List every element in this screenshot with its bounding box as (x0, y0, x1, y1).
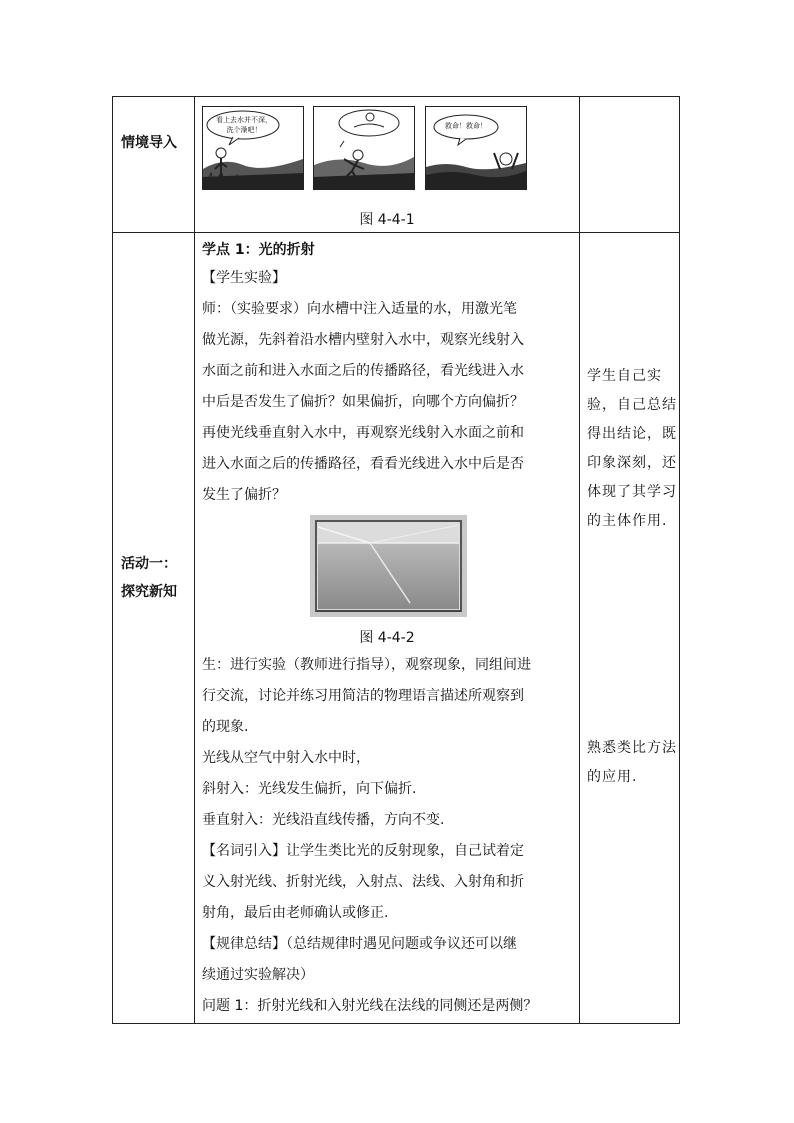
comic-panel-2 (313, 106, 415, 190)
text-line: 的现象. (202, 719, 249, 735)
text-line: 发生了偏折？ (202, 487, 286, 503)
column-divider (194, 97, 195, 1023)
column-divider (579, 97, 580, 1023)
activity-label-line2: 探究新知 (121, 584, 177, 600)
row-label-activity (121, 550, 177, 606)
row-divider (113, 232, 679, 233)
row-label-intro: 情境导入 (121, 135, 177, 151)
text-line: 斜射入：光线发生偏折，向下偏折. (202, 781, 417, 797)
figure-caption-1: 图 4-4-1 (359, 212, 415, 228)
text-line: 生：进行实验（教师进行指导），观察现象，同组间进 (202, 657, 531, 673)
water-tank-image (310, 515, 467, 617)
text-line: 义入射光线、折射光线，入射点、法线、入射角和折 (202, 874, 524, 890)
text-line: 【学生实验】 (202, 270, 286, 286)
comic-drawing-3 (426, 107, 526, 189)
comic-bubble-3: 救命！救命！ (445, 122, 487, 130)
text-line: 水面之前和进入水面之后的传播路径，看光线进入水 (202, 363, 524, 379)
comic-panel-3 (425, 106, 527, 190)
activity-label-line1: 活动一： (121, 556, 177, 572)
comic-drawing-2 (314, 107, 414, 189)
side-note-1: 学生自己实验，自己总结得出结论，既印象深刻，还体现了其学习的主体作用. (587, 368, 677, 529)
text-line: 中后是否发生了偏折？如果偏折，向哪个方向偏折？ (202, 394, 524, 410)
text-line: 光线从空气中射入水中时， (202, 750, 370, 766)
figure-caption-2: 图 4-4-2 (359, 630, 415, 646)
refraction-photo (310, 515, 467, 617)
comic-panel-1 (202, 106, 304, 190)
text-line: 【规律总结】（总结规律时遇见问题或争议还可以继 (202, 936, 517, 952)
text-line: 进入水面之后的传播路径，看看光线进入水中后是否 (202, 456, 524, 472)
lesson-table (112, 96, 680, 1024)
side-note-2: 熟悉类比方法的应用. (587, 740, 677, 785)
text-line: 问题 1：折射光线和入射光线在法线的同侧还是两侧？ (202, 998, 538, 1014)
text-line: 再使光线垂直射入水中，再观察光线射入水面之前和 (202, 425, 524, 441)
text-line: 师：（实验要求）向水槽中注入适量的水，用激光笔 (202, 301, 517, 317)
text-line: 做光源，先斜着沿水槽内壁射入水中，观察光线射入 (202, 332, 524, 348)
text-line: 【名词引入】让学生类比光的反射现象，自己试着定 (202, 843, 524, 859)
text-line: 垂直射入：光线沿直线传播，方向不变. (202, 812, 445, 828)
section-heading: 学点 1：光的折射 (202, 242, 315, 258)
text-line: 射角，最后由老师确认或修正. (202, 905, 389, 921)
comic-bubble-1: 看上去水并不深，洗个澡吧！ (216, 116, 272, 134)
text-line: 行交流，讨论并练习用简洁的物理语言描述所观察到 (202, 688, 524, 704)
text-line: 续通过实验解决） (202, 967, 314, 983)
